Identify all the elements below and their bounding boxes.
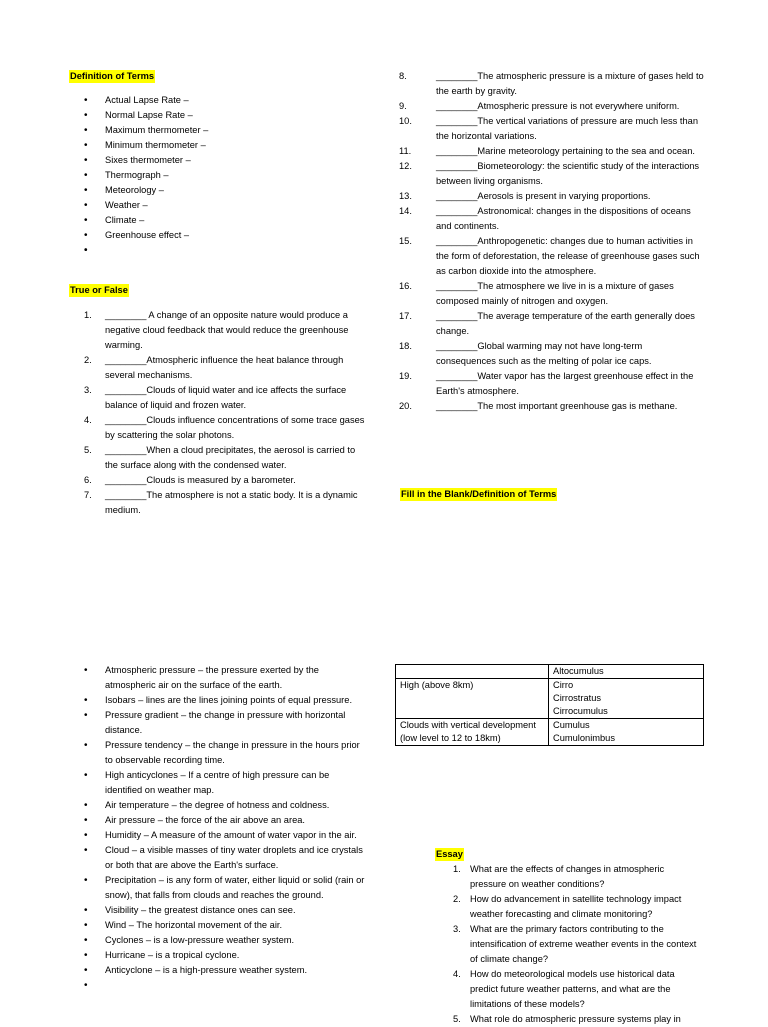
list-item: • Wind – The horizontal movement of the air.: [84, 918, 366, 933]
item-text: What are the effects of changes in atmospheric pressure on weather conditions?: [470, 864, 665, 889]
item-number: 3.: [453, 924, 461, 934]
list-item: [453, 922, 698, 967]
item-text: ________The most important greenhouse gas is methane.: [436, 401, 678, 411]
cloud-type: Cumulonimbus: [553, 733, 616, 743]
item-number: 13.: [399, 191, 412, 201]
true-false-list-right: [399, 69, 704, 414]
list-item: [84, 353, 366, 383]
item-number: 9.: [399, 101, 407, 111]
list-item: • Humidity – A measure of the amount of water vapor in the air.: [84, 828, 366, 843]
item-text: What are the primary factors contributing to the intensification of extreme weather events in the context of climate change?: [470, 924, 697, 964]
list-item: • Isobars – lines are the lines joining points of equal pressure.: [84, 693, 366, 708]
item-number: 19.: [399, 371, 412, 381]
list-item: [399, 159, 704, 189]
item-text: ________Clouds of liquid water and ice affects the surface balance of liquid and frozen water.: [105, 385, 347, 410]
table-cell: High (above 8km): [396, 679, 549, 719]
item-number: 20.: [399, 401, 412, 411]
item-number: 5.: [84, 445, 92, 455]
list-item: [399, 309, 704, 339]
item-number: 3.: [84, 385, 92, 395]
item-text: ________Clouds is measured by a barometer.: [105, 475, 296, 485]
list-item: • Minimum thermometer –: [84, 138, 324, 153]
item-number: 7.: [84, 490, 92, 500]
true-false-heading: [69, 283, 129, 298]
list-item: • Weather –: [84, 198, 324, 213]
item-text: ________The atmosphere is not a static body. It is a dynamic medium.: [105, 490, 358, 515]
item-number: 18.: [399, 341, 412, 351]
true-false-heading-text: True or False: [70, 285, 128, 295]
list-item: [399, 369, 704, 399]
list-item: • Visibility – the greatest distance ones can see.: [84, 903, 366, 918]
list-item: • Cloud – a visible masses of tiny water droplets and ice crystals or both that are above the Earth's surface.: [84, 843, 366, 873]
item-number: 11.: [399, 146, 412, 156]
item-text: ________The atmosphere we live in is a mixture of gases composed mainly of nitrogen and oxygen.: [436, 281, 674, 306]
cloud-type: Cirrostratus: [553, 693, 602, 703]
table-row: [396, 719, 704, 746]
list-item: • Anticyclone – is a high-pressure weather system.: [84, 963, 366, 978]
list-item: • Pressure tendency – the change in pressure in the hours prior to observable recording time.: [84, 738, 366, 768]
cloud-type: Altocumulus: [553, 666, 604, 676]
fill-blank-heading: [400, 487, 557, 502]
list-item: • Hurricane – is a tropical cyclone.: [84, 948, 366, 963]
cloud-table: [395, 664, 704, 746]
list-item: • Cyclones – is a low-pressure weather system.: [84, 933, 366, 948]
item-text: ________Global warming may not have long-term consequences such as the melting of polar ice caps.: [436, 341, 652, 366]
item-number: 4.: [453, 969, 461, 979]
list-item: [453, 967, 698, 1012]
list-item: • Thermograph –: [84, 168, 324, 183]
item-text: How do advancement in satellite technology impact weather forecasting and climate monitoring?: [470, 894, 682, 919]
list-item: [399, 114, 704, 144]
list-item: [399, 399, 704, 414]
item-number: 2.: [453, 894, 461, 904]
item-text: ________Astronomical: changes in the dispositions of oceans and continents.: [436, 206, 691, 231]
definition-terms-list: [84, 93, 324, 243]
list-item: [399, 99, 704, 114]
item-text: ________Clouds influence concentrations of some trace gases by scattering the solar photons.: [105, 415, 365, 440]
cloud-type: Cirrocumulus: [553, 706, 608, 716]
list-item: [84, 473, 366, 488]
essay-heading: [435, 847, 464, 862]
item-text: ________Biometeorology: the scientific study of the interactions between living organisms.: [436, 161, 700, 186]
list-item: [84, 488, 366, 518]
item-number: 1.: [453, 864, 461, 874]
table-cell: Clouds with vertical development (low level to 12 to 18km): [396, 719, 549, 746]
item-text: ________Marine meteorology pertaining to the sea and ocean.: [436, 146, 695, 156]
list-item: [453, 862, 698, 892]
item-number: 17.: [399, 311, 412, 321]
item-text: ________Aerosols is present in varying proportions.: [436, 191, 651, 201]
item-text: ________ A change of an opposite nature would produce a negative cloud feedback that would reduce the greenhouse warming.: [105, 310, 349, 350]
list-item: [399, 339, 704, 369]
item-text: ________Atmospheric influence the heat balance through several mechanisms.: [105, 355, 344, 380]
list-item: [399, 234, 704, 279]
list-item: [399, 204, 704, 234]
item-text: What role do atmospheric pressure systems play in: [470, 1014, 681, 1024]
list-item: • Maximum thermometer –: [84, 123, 324, 138]
list-item: • Normal Lapse Rate –: [84, 108, 324, 123]
list-item: [399, 69, 704, 99]
list-item: [84, 413, 366, 443]
list-item: [399, 144, 704, 159]
definitions-list: [84, 663, 366, 978]
item-number: 16.: [399, 281, 412, 291]
table-cell: [549, 665, 704, 679]
list-item: • Greenhouse effect –: [84, 228, 324, 243]
list-item: [399, 189, 704, 204]
list-item: • Meteorology –: [84, 183, 324, 198]
list-item: • Actual Lapse Rate –: [84, 93, 324, 108]
cloud-type: Cirro: [553, 680, 574, 690]
item-number: 14.: [399, 206, 412, 216]
item-text: ________When a cloud precipitates, the aerosol is carried to the surface along with the condensed water.: [105, 445, 356, 470]
table-cell: [549, 679, 704, 719]
item-number: 6.: [84, 475, 92, 485]
item-text: How do meteorological models use historical data predict future weather patterns, and what are the limitations of these models?: [470, 969, 675, 1009]
item-number: 5.: [453, 1014, 461, 1024]
table-cell: [549, 719, 704, 746]
list-item: • High anticyclones – If a centre of high pressure can be identified on weather map.: [84, 768, 366, 798]
true-false-list-left: [84, 308, 366, 518]
item-number: 15.: [399, 236, 412, 246]
definition-terms-heading: [69, 69, 155, 84]
item-number: 12.: [399, 161, 412, 171]
table-cell: [396, 665, 549, 679]
table-row: [396, 679, 704, 719]
item-number: 1.: [84, 310, 92, 320]
list-item: [453, 1012, 698, 1027]
item-text: ________Anthropogenetic: changes due to human activities in the form of deforestation, the release of greenhouse gases such as carbon dioxide into the atmosphere.: [436, 236, 700, 276]
item-text: ________The atmospheric pressure is a mixture of gases held to the earth by gravity.: [436, 71, 704, 96]
list-item: • Climate –: [84, 213, 324, 228]
list-item: • Pressure gradient – the change in pressure with horizontal distance.: [84, 708, 366, 738]
list-item: [453, 892, 698, 922]
item-text: ________The average temperature of the earth generally does change.: [436, 311, 695, 336]
list-item: [399, 279, 704, 309]
item-number: 4.: [84, 415, 92, 425]
essay-heading-text: Essay: [436, 849, 463, 859]
item-text: ________Atmospheric pressure is not everywhere uniform.: [436, 101, 680, 111]
item-text: ________The vertical variations of pressure are much less than the horizontal variations.: [436, 116, 699, 141]
list-item: [84, 443, 366, 473]
list-item: [84, 308, 366, 353]
item-number: 8.: [399, 71, 407, 81]
list-item: • Atmospheric pressure – the pressure exerted by the atmospheric air on the surface of the earth.: [84, 663, 366, 693]
cloud-type: Cumulus: [553, 720, 590, 730]
list-item: • Precipitation – is any form of water, either liquid or solid (rain or snow), that falls from clouds and reaches the ground.: [84, 873, 366, 903]
definition-terms-heading-text: Definition of Terms: [70, 71, 155, 81]
item-number: 2.: [84, 355, 92, 365]
item-number: 10.: [399, 116, 412, 126]
essay-list: [453, 862, 698, 1027]
list-item: [84, 383, 366, 413]
fill-blank-heading-text: Fill in the Blank/Definition of Terms: [401, 489, 557, 499]
list-item: • Air temperature – the degree of hotness and coldness.: [84, 798, 366, 813]
table-row: [396, 665, 704, 679]
list-item: • Sixes thermometer –: [84, 153, 324, 168]
list-item: • Air pressure – the force of the air above an area.: [84, 813, 366, 828]
item-text: ________Water vapor has the largest greenhouse effect in the Earth's atmosphere.: [436, 371, 694, 396]
